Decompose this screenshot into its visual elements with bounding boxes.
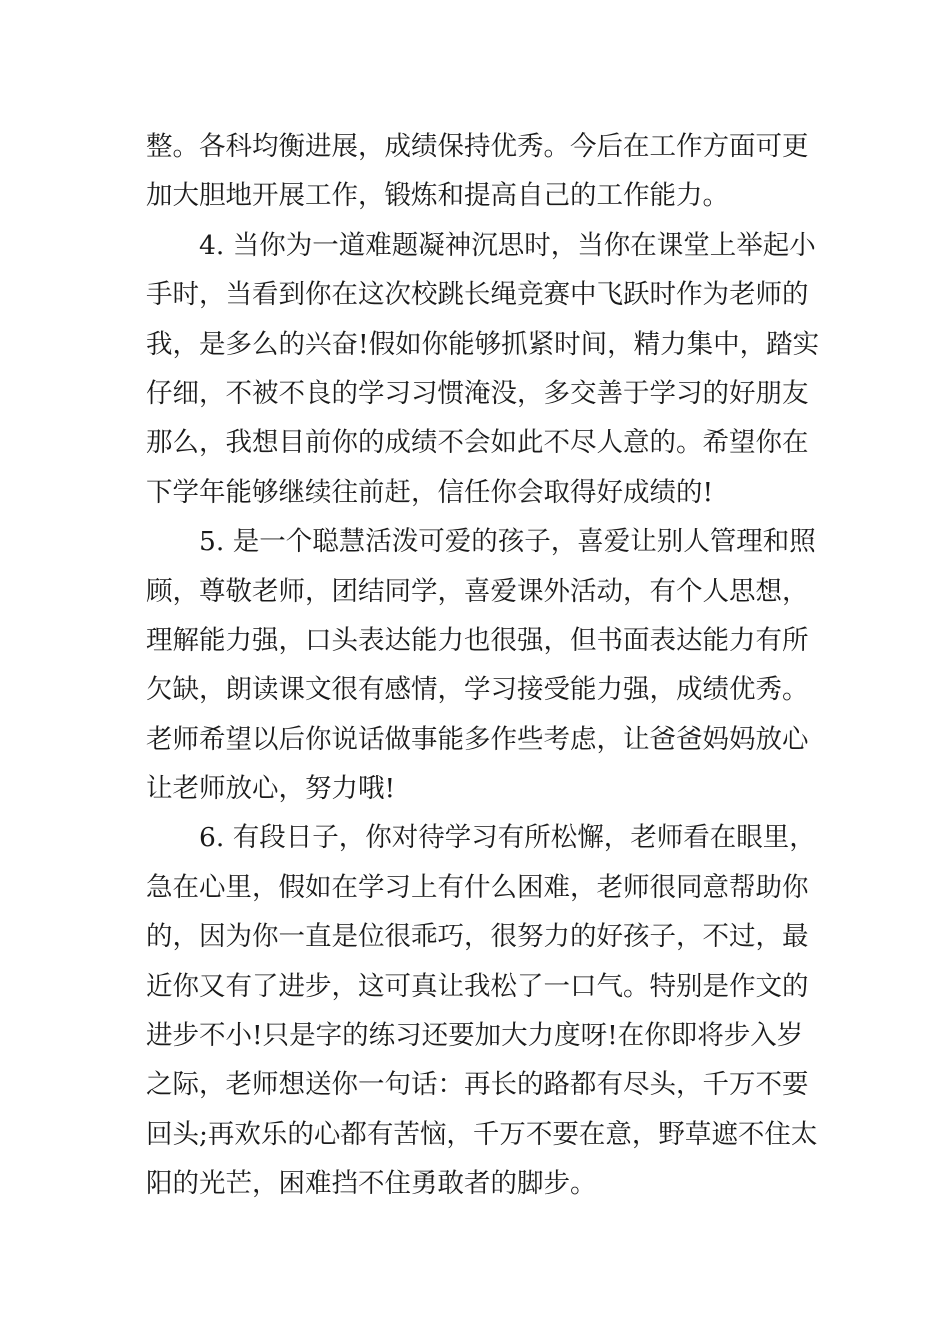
text-line: 让老师放心，努力哦! (146, 773, 396, 805)
text-line: 整。各科均衡进展，成绩保持优秀。今后在工作方面可更 (146, 131, 809, 162)
text-line: 下学年能够继续往前赶，信任你会取得好成绩的! (146, 476, 714, 508)
text-line: 我，是多么的兴奋!假如你能够抓紧时间，精力集中，踏实 (146, 328, 820, 360)
text-line: 理解能力强，口头表达能力也很强，但书面表达能力有所 (146, 624, 809, 656)
text-line: 近你又有了进步，这可真让我松了一口气。特别是作文的 (146, 970, 809, 1002)
text-line: 手时，当看到你在这次校跳长绳竞赛中飞跃时作为老师的 (146, 279, 809, 311)
text-line: 急在心里，假如在学习上有什么困难，老师很同意帮助你 (146, 871, 809, 903)
text-line: 之际，老师想送你一句话：再长的路都有尽头，千万不要 (146, 1069, 809, 1101)
text-line: 顾，尊敬老师，团结同学，喜爱课外活动，有个人思想， (146, 575, 809, 607)
text-line: 6. 有段日子，你对待学习有所松懈，老师看在眼里， (199, 822, 816, 854)
text-line: 回头;再欢乐的心都有苦恼，千万不要在意，野草遮不住太 (146, 1118, 818, 1150)
text-line: 进步不小!只是字的练习还要加大力度呀!在你即将步入岁 (146, 1020, 804, 1052)
text-line: 仔细，不被不良的学习习惯淹没，多交善于学习的好朋友 (146, 377, 809, 409)
paragraph (146, 517, 816, 813)
text-line: 的，因为你一直是位很乖巧，很努力的好孩子，不过，最 (146, 921, 809, 953)
text-line: 老师希望以后你说话做事能多作些考虑，让爸爸妈妈放心 (146, 723, 809, 755)
text-line: 那么，我想目前你的成绩不会如此不尽人意的。希望你在 (146, 427, 809, 459)
text-line: 阳的光芒，困难挡不住勇敢者的脚步。 (146, 1168, 597, 1200)
text-line: 5. 是一个聪慧活泼可爱的孩子，喜爱让别人管理和照 (199, 526, 816, 558)
text-line: 4. 当你为一道难题凝神沉思时，当你在课堂上举起小 (199, 229, 816, 261)
paragraph (146, 813, 818, 1208)
document-body (146, 122, 820, 1209)
paragraph (146, 221, 820, 517)
text-line: 欠缺，朗读课文很有感情，学习接受能力强，成绩优秀。 (146, 674, 809, 706)
text-line: 加大胆地开展工作，锻炼和提高自己的工作能力。 (146, 180, 729, 212)
paragraph (146, 122, 810, 221)
